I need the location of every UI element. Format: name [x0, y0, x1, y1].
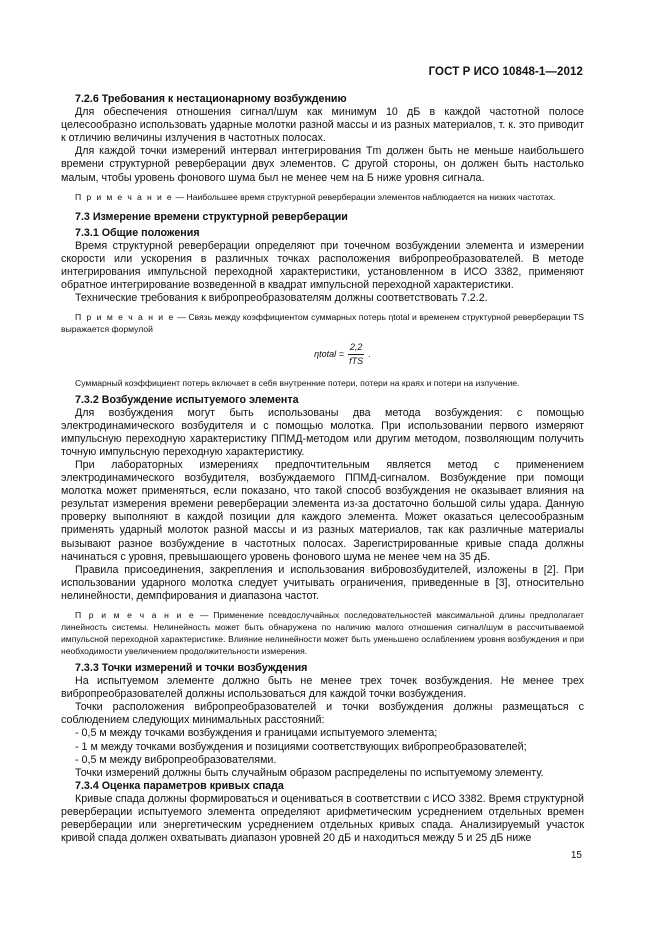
paragraph: Время структурной реверберации определяют при точечном возбуждении элемента и измерении скорости или ускорения в различных точках расположения вибропреобразователей. В методе интегрирования импульсной переходной характеристики, установленном в ИСО 3382, применяют обратное интегрирование возведенной в квадрат импульсной переходной характеристики.: [61, 239, 584, 292]
paragraph: Для возбуждения могут быть использованы два метода возбуждения: с помощью электродинамического возбудителя и с помощью молотка. При использовании первого измеряют импульсную переходную характеристику ППМД-методом или другим методом, позволяющим получить точную импульсную переходную характеристику.: [61, 406, 584, 458]
section-heading-7-3-2: 7.3.2 Возбуждение испытуемого элемента: [75, 393, 299, 406]
paragraph: При лабораторных измерениях предпочтительным является метод с применением электродинамического возбудителя, возбуждаемого ППМД-сигналом. Возбуждение при помощи молотка может применяться, если показано, что такой способ возбуждения не оказывает влияния на результат измерения времени реверберации элемента из-за достаточно большой силы удара. Данную проверку выполняют в каждой позиции для каждого элемента. Может оказаться целесообразным применять ударный молоток разной массы и из разных материалов, так как различные материалы вызывают разное возбуждение в частотных полосах. Зарегистрированные кривые спада должны начинаться с уровня, превышающего уровень фонового шума не менее чем на 35 дБ.: [61, 458, 584, 563]
list-item: - 0,5 м между точками возбуждения и границами испытуемого элемента;: [75, 727, 438, 740]
paragraph: Для каждой точки измерений интервал интегрирования Tm должен быть не меньше наибольшего времени структурной реверберации двух элементов. С другой стороны, он должен быть настолько малым, чтобы уровень фонового шума был не менее чем на Б ниже уровня сигнала.: [61, 145, 584, 184]
page-number: 15: [570, 850, 582, 861]
note: [61, 191, 584, 203]
formula: [61, 341, 584, 368]
paragraph: Точки измерений должны быть случайным образом распределены по испытуемому элементу.: [75, 766, 544, 779]
list-item: - 0,5 м между вибропреобразователями.: [75, 753, 277, 766]
list-item: - 1 м между точками возбуждения и позициями соответствующих вибропреобразователей;: [75, 740, 527, 753]
section-heading-7-3-1: 7.3.1 Общие положения: [75, 226, 200, 239]
paragraph: Технические требования к вибропреобразователям должны соответствовать 7.2.2.: [75, 292, 488, 305]
paragraph: Точки расположения вибропреобразователей и точки возбуждения должны размещаться с соблюдением следующих минимальных расстояний:: [61, 701, 584, 727]
formula-lhs: ηtotal =: [314, 349, 344, 360]
note: [61, 609, 584, 657]
section-heading-7-2-6: 7.2.6 Требования к нестационарному возбуждению: [75, 93, 347, 105]
section-heading-7-3: 7.3 Измерение времени структурной реверберации: [75, 210, 348, 223]
formula-fraction: [348, 341, 365, 368]
paragraph: Кривые спада должны формироваться и оцениваться в соответствии с ИСО 3382. Время структурной реверберации испытуемого элемента определяют арифметическим усреднением отдельных времен реверберации или энергетическим усреднением отдельных кривых спада. Анализируемый участок кривой спада должен охватывать диапазон уровней 20 дБ и находиться между 5 и 25 дБ ниже: [61, 792, 584, 845]
note-label: П р и м е ч а н и е: [75, 312, 175, 323]
note-text: — Наибольшее время структурной реверберации элементов наблюдается на низких частотах.: [173, 191, 556, 202]
note-text: — Связь между коэффициентом суммарных потерь ηtotal и временем структурной реверберации TS выражается формулой: [61, 312, 584, 335]
paragraph: Правила присоединения, закрепления и использования вибровозбудителей, изложены в [2]. При использовании ударного молотка следует учитывать ограничения, приведенные в [3], относительно нелинейности, демпфирования и диапазона частот.: [61, 563, 584, 602]
document-header: ГОСТ Р ИСО 10848-1—2012: [428, 66, 583, 78]
page-content: [61, 93, 584, 845]
note-label: П р и м е ч а н и е: [75, 191, 174, 202]
note-text: — Применение псевдослучайных последовательностей максимальной длины предполагает линейность системы. Нелинейность может быть обнаружена по наличию малого отношения сигнал/шум в рассчитываемой импульсной переходной характеристике. Влияние нелинейности может быть уменьшено ослаблением уровня возбуждения и при необходимости увеличением продолжительности измерения.: [61, 610, 584, 656]
section-heading-7-3-4: 7.3.4 Оценка параметров кривых спада: [75, 779, 284, 792]
note-continuation: Суммарный коэффициент потерь включает в себя внутренние потери, потери на краях и потери на излучение.: [75, 377, 520, 388]
formula-end: .: [368, 349, 371, 360]
paragraph: Для обеспечения отношения сигнал/шум как минимум 10 дБ в каждой частотной полосе целесообразно использовать ударные молотки разной массы и из разных материалов, т. к. это приводит к отличию величины излучения в частотных полосах.: [61, 106, 584, 145]
formula-numerator: 2,2: [348, 341, 365, 355]
paragraph: На испытуемом элементе должно быть не менее трех точек возбуждения. Не менее трех вибропреобразователей должны использоваться для каждой точки возбуждения.: [61, 675, 584, 701]
note-label: П р и м е ч а н и е: [75, 610, 196, 620]
formula-denominator: fTS: [349, 356, 364, 367]
section-heading-7-3-3: 7.3.3 Точки измерений и точки возбуждения: [75, 662, 308, 674]
note: [61, 311, 584, 335]
